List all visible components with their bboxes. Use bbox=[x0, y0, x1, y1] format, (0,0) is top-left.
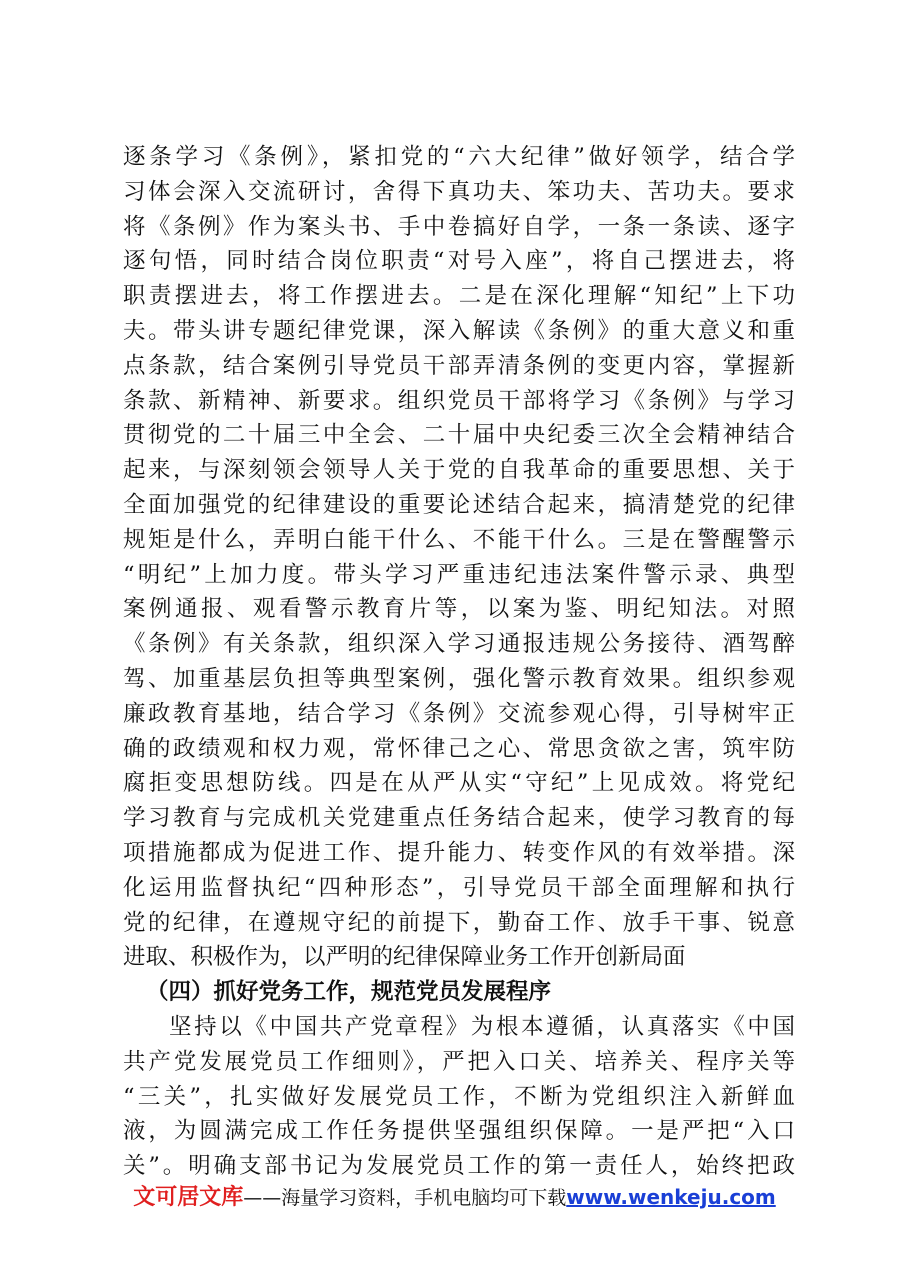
body-text-line: 驾、加重基层负担等典型案例，强化警示教育效果。组织参观 bbox=[123, 666, 795, 692]
body-text-line: 规矩是什么，弄明白能干什么、不能干什么。三是在警醒警示 bbox=[123, 526, 795, 553]
body-text-line: 逐条学习《条例》，紧扣党的“六大纪律”做好领学，结合学 bbox=[123, 144, 795, 170]
body-text-line: 化运用监督执纪“四种形态”，引导党员干部全面理解和执行 bbox=[123, 874, 795, 901]
section-text-line: 液，为圆满完成工作任务提供坚强组织保障。一是严把“入口 bbox=[123, 1118, 795, 1145]
body-text-line: 习体会深入交流研讨，舍得下真功夫、笨功夫、苦功夫。要求 bbox=[123, 178, 795, 205]
body-text-line: 案例通报、观看警示教育片等，以案为鉴、明纪知法。对照 bbox=[123, 596, 795, 623]
body-text-line: 全面加强党的纪律建设的重要论述结合起来，搞清楚党的纪律 bbox=[123, 492, 795, 518]
section-text-line: 关”。明确支部书记为发展党员工作的第一责任人，始终把政 bbox=[123, 1153, 795, 1180]
section-heading: （四）抓好党务工作，规范党员发展程序 bbox=[146, 979, 552, 1006]
footer-url-link[interactable]: www.wenkeju.com bbox=[566, 1185, 776, 1209]
body-text-line: 项措施都成为促进工作、提升能力、转变作风的有效举措。深 bbox=[123, 840, 795, 866]
body-text-line: 《条例》有关条款，组织深入学习通报违规公务接待、酒驾醉 bbox=[123, 631, 795, 658]
section-text-line: “三关”，扎实做好发展党员工作，不断为党组织注入新鲜血 bbox=[123, 1083, 795, 1110]
body-text-line: 党的纪律，在遵规守纪的前提下，勤奋工作、放手干事、锐意 bbox=[123, 909, 795, 936]
body-text-line: 夫。带头讲专题纪律党课，深入解读《条例》的重大意义和重 bbox=[123, 318, 795, 344]
body-text-line: 腐拒变思想防线。四是在从严从实“守纪”上见成效。将党纪 bbox=[123, 770, 795, 797]
body-text-line: 确的政绩观和权力观，常怀律己之心、常思贪欲之害，筑牢防 bbox=[123, 735, 795, 762]
body-text-line: 职责摆进去，将工作摆进去。二是在深化理解“知纪”上下功 bbox=[123, 283, 795, 310]
body-text-line: 贯彻党的二十届三中全会、二十届中央纪委三次全会精神结合 bbox=[123, 422, 795, 449]
body-text-line: 起来，与深刻领会领导人关于党的自我革命的重要思想、关于 bbox=[123, 457, 795, 484]
section-text-line: 坚持以《中国共产党章程》为根本遵循，认真落实《中国 bbox=[169, 1014, 795, 1040]
footer-brand: 文可居文库 bbox=[133, 1185, 244, 1210]
body-text-line: “明纪”上加力度。带头学习严重违纪违法案件警示录、典型 bbox=[123, 561, 795, 588]
body-text-line: 进取、积极作为，以严明的纪律保障业务工作开创新局面 bbox=[123, 944, 686, 971]
section-text-line: 共产党发展党员工作细则》，严把入口关、培养关、程序关等 bbox=[123, 1048, 795, 1075]
body-text-line: 廉政教育基地，结合学习《条例》交流参观心得，引导树牢正 bbox=[123, 700, 795, 727]
footer-banner bbox=[0, 1180, 909, 1214]
body-text-line: 将《条例》作为案头书、手中卷搞好自学，一条一条读、逐字 bbox=[123, 213, 795, 240]
body-text-line: 学习教育与完成机关党建重点任务结合起来，使学习教育的每 bbox=[123, 805, 795, 832]
footer-slogan: ——海量学习资料，手机电脑均可下载 bbox=[243, 1187, 567, 1209]
body-text-line: 点条款，结合案例引导党员干部弄清条例的变更内容，掌握新 bbox=[123, 352, 795, 379]
body-text-line: 逐句悟，同时结合岗位职责“对号入座”，将自己摆进去，将 bbox=[123, 248, 795, 275]
body-text-line: 条款、新精神、新要求。组织党员干部将学习《条例》与学习 bbox=[123, 387, 795, 414]
